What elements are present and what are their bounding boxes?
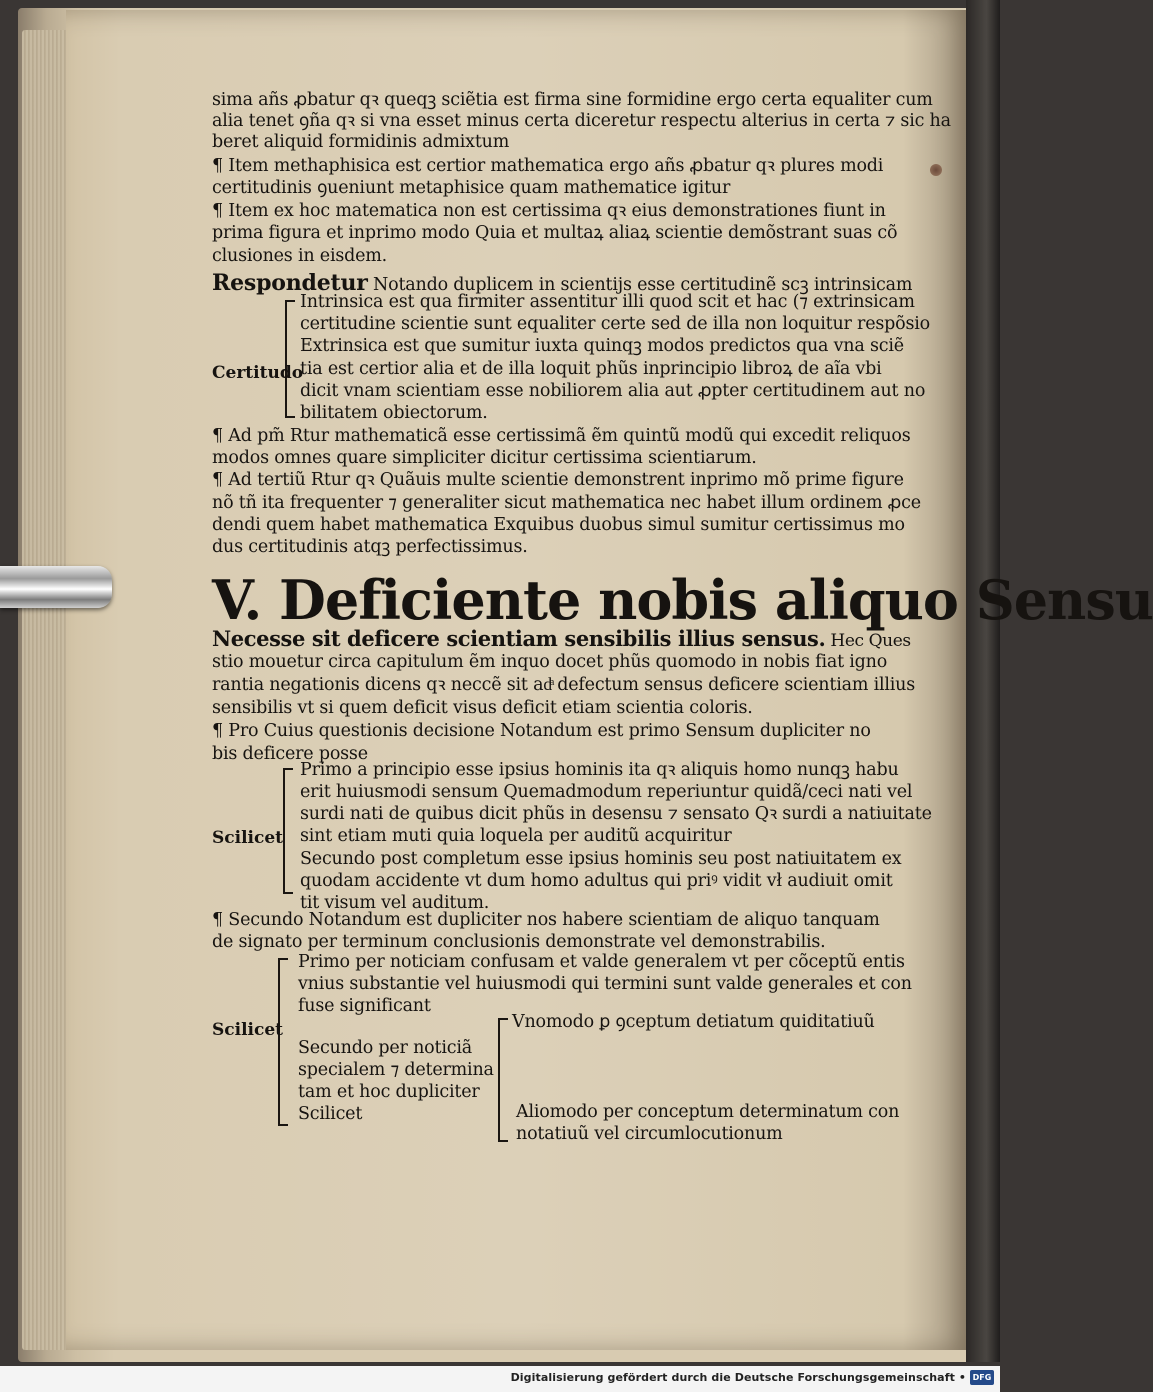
book-clamp <box>0 566 112 608</box>
brace <box>283 768 285 894</box>
text-line: de signato per terminum conclusionis demonstrate vel demonstrabilis. <box>212 932 826 952</box>
footer-credit: Digitalisierung gefördert durch die Deutsche Forschungsgemeinschaft • <box>510 1371 966 1384</box>
section-subheading: Necesse sit deficere scientiam sensibilis illius sensus. <box>212 626 826 651</box>
text-line: beret aliquid formidinis admixtum <box>212 132 510 152</box>
text-line: erit huiusmodi sensum Quemadmodum reperiuntur quidã/ceci nati vel <box>300 782 913 802</box>
footer-bar <box>0 1366 1000 1392</box>
text-line: dus certitudinis atqꝫ perfectissimus. <box>212 537 528 557</box>
text-line: quodam accidente vt dum homo adultus qui priꝰ vidit vł audiuit omit <box>300 871 893 891</box>
text-line: ¶ Ad tertiũ Rtur qꝛ Quãuis multe scientie demonstrent inprimo mõ prime figure <box>212 470 904 490</box>
text-line: tia est certior alia et de illa loquit phũs inprincipio libroꝝ de aĩa vbi <box>300 359 882 379</box>
dfg-logo-icon: DFG <box>970 1370 994 1385</box>
text-line: tit visum vel auditum. <box>300 893 490 913</box>
text-line: tam et hoc dupliciter <box>298 1082 480 1102</box>
section-heading: V. Deficiente nobis aliquo Sensu <box>212 568 1153 632</box>
text-line: dendi quem habet mathematica Exquibus duobus simul sumitur certissimus mo <box>212 515 905 535</box>
text-line: Secundo per noticiã <box>298 1038 472 1058</box>
text-line: prima figura et inprimo modo Quia et multaꝝ aliaꝝ scientie demõstrant suas cõ <box>212 223 898 243</box>
text-line: ¶ Item ex hoc matematica non est certissima qꝛ eius demonstrationes fiunt in <box>212 201 886 221</box>
page-edges <box>22 30 70 1350</box>
text-line: bis deficere posse <box>212 744 368 764</box>
label-scilicet: Scilicet <box>212 828 284 848</box>
label-certitudo: Certitudo <box>212 363 304 383</box>
text-line: sensibilis vt si quem deficit visus deficit etiam scientia coloris. <box>212 698 753 718</box>
text-line: Intrinsica est qua firmiter assentitur illi quod scit et hac (⁊ extrinsicam <box>300 292 915 312</box>
brace <box>278 958 280 1126</box>
brace <box>498 1018 500 1142</box>
brace <box>285 300 287 418</box>
text-line: specialem ⁊ determina <box>298 1060 494 1080</box>
text-line: clusiones in eisdem. <box>212 246 388 266</box>
respondetur-lead: Respondetur <box>212 270 368 296</box>
text-line: sima añs ꝓbatur qꝛ queqꝫ sciẽtia est firma sine formidine ergo certa equaliter cum <box>212 90 933 110</box>
section-subheading-line <box>212 626 911 651</box>
text-line: stio mouetur circa capitulum ẽm inquo docet phũs quomodo in nobis fiat igno <box>212 652 888 672</box>
text-line: surdi nati de quibus dicit phũs in desensu ⁊ sensato Qꝛ surdi a natiuitate <box>300 804 932 824</box>
text-line: vnius substantie vel huiusmodi qui termini sunt valde generales et con <box>298 974 912 994</box>
text-line: bilitatem obiectorum. <box>300 403 488 423</box>
text-line: Primo a principio esse ipsius hominis ita qꝛ aliquis homo nunqꝫ habu <box>300 760 899 780</box>
label-scilicet-2: Scilicet <box>212 1020 284 1040</box>
text-line: Primo per noticiam confusam et valde generalem vt per cõceptũ entis <box>298 952 905 972</box>
text-line: fuse significant <box>298 996 431 1016</box>
text-line: modos omnes quare simpliciter dicitur certissima scientiarum. <box>212 448 757 468</box>
subheading-tail: Hec Ques <box>825 631 911 651</box>
text-line: Scilicet <box>298 1104 363 1124</box>
text-line: notatiuũ vel circumlocutionum <box>516 1124 783 1144</box>
text-line: certitudinis ꝯueniunt metaphisice quam mathematice igitur <box>212 178 731 198</box>
text-line: ¶ Item methaphisica est certior mathematica ergo añs ꝓbatur qꝛ plures modi <box>212 156 884 176</box>
text-line: ¶ Ad pm̃ Rtur mathematicã esse certissimã ẽm quintũ modũ qui excedit reliquos <box>212 426 911 446</box>
ink-spot <box>930 164 942 176</box>
text-line: ¶ Secundo Notandum est dupliciter nos habere scientiam de aliquo tanquam <box>212 910 880 930</box>
text-line: alia tenet ꝯña qꝛ si vna esset minus certa diceretur respectu alterius in certa ⁊ sic ha <box>212 111 951 131</box>
gutter <box>966 0 1000 1362</box>
respondetur-rest: Notando duplicem in scientijs esse certitudinẽ scꝫ intrinsicam <box>367 275 913 295</box>
text-line: ¶ Pro Cuius questionis decisione Notandum est primo Sensum dupliciter no <box>212 721 871 741</box>
text-line: Extrinsica est que sumitur iuxta quinqꝫ modos predictos qua vna sciẽ <box>300 336 904 356</box>
text-line: Secundo post completum esse ipsius hominis seu post natiuitatem ex <box>300 849 902 869</box>
text-line: nõ tñ ita frequenter ⁊ generaliter sicut mathematica nec habet illum ordinem ꝓce <box>212 493 921 513</box>
text-line: rantia negationis dicens qꝛ neccẽ sit adͣ defectum sensus deficere scientiam illius <box>212 675 916 695</box>
text-line: Aliomodo per conceptum determinatum con <box>516 1102 900 1122</box>
text-line: Vnomodo ꝑ ꝯceptum detiatum quiditatiuũ <box>512 1012 875 1032</box>
text-line: sint etiam muti quia loquela per auditũ acquiritur <box>300 826 732 846</box>
text-line: dicit vnam scientiam esse nobiliorem alia aut ꝓpter certitudinem aut no <box>300 381 926 401</box>
text-line: certitudine scientie sunt equaliter certe sed de illa non loquitur respõsio <box>300 314 931 334</box>
